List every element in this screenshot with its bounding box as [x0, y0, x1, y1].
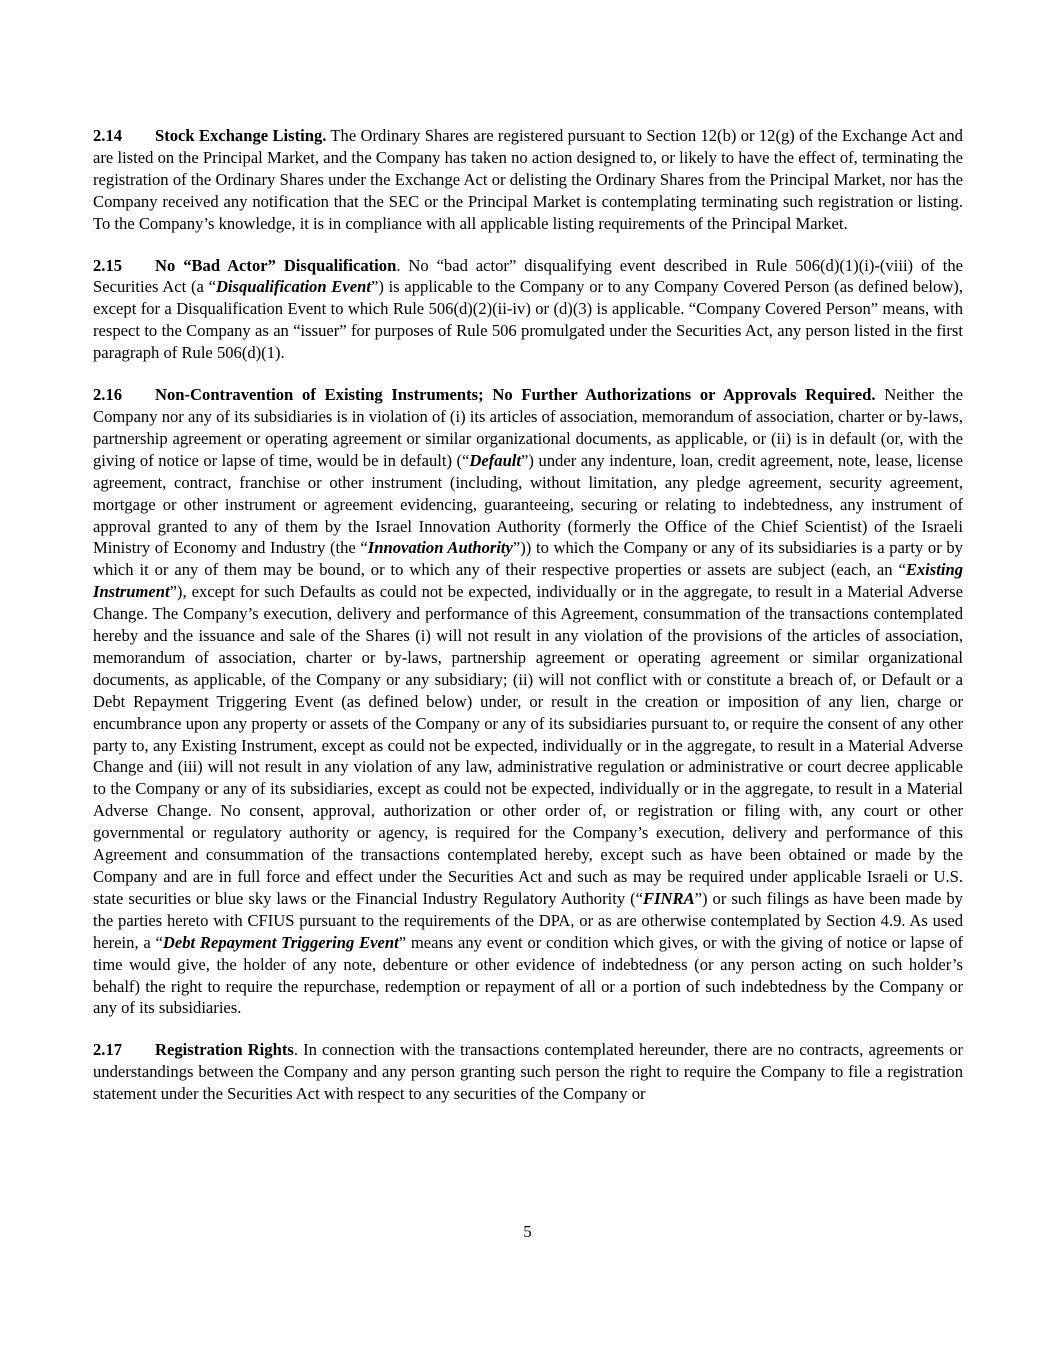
section-heading: Registration Rights: [155, 1040, 294, 1060]
section-text: . No “bad actor” disqualifying event described in Rule 506(d)(1)(i)-(viii) of the Securities Act (a “: [93, 255, 963, 297]
defined-term: Default: [469, 450, 522, 470]
page-number: 5: [523, 1222, 532, 1241]
defined-term: Innovation Authority: [367, 538, 513, 558]
section-text: ”)) to which the Company or any of its subsidiaries is a party or by which it or any of them may be bound, or to which any of their respective properties or assets are subject (each, an “: [93, 538, 963, 580]
section-number: 2.17: [93, 1040, 123, 1060]
section-number: 2.15: [93, 255, 123, 275]
section-heading: Non-Contravention of Existing Instruments; No Further Authorizations or Approvals Required.: [155, 385, 876, 405]
section-number: 2.14: [93, 126, 123, 145]
section-2-14: [93, 125, 963, 235]
document-page: [93, 125, 963, 1125]
section-number: 2.16: [93, 385, 123, 405]
section-heading: Stock Exchange Listing.: [155, 126, 327, 145]
defined-term: Disqualification Event: [215, 277, 371, 297]
section-text: ”) under any indenture, loan, credit agreement, note, lease, license agreement, contract, franchise or other instrument (including, without limitation, any pledge agreement, security agreement, mortgage or other instrument or agreement evidencing, guaranteeing, securing or relating to indebtedness, any instrument of approval granted to any of them by the Israel Innovation Authority (formerly the Office of the Chief Scientist) of the Israeli Ministry of Economy and Industry (the “: [93, 450, 963, 558]
defined-term: FINRA: [643, 888, 695, 908]
defined-term: Existing Instrument: [93, 560, 963, 602]
section-text: ”) is applicable to the Company or to any Company Covered Person (as defined below), except for a Disqualification Event to which Rule 506(d)(2)(ii-iv) or (d)(3) is applicable. “Company Covered Person” means, with respect to the Company as an “issuer” for purposes of Rule 506 promulgated under the Securities Act, any person listed in the first paragraph of Rule 506(d)(1).: [93, 277, 963, 363]
defined-term: Debt Repayment Triggering Event: [162, 932, 399, 952]
section-text: ” means any event or condition which gives, or with the giving of notice or lapse of time would give, the holder of any note, debenture or other evidence of indebtedness (or any person acting on such holder’s behalf) the right to require the repurchase, redemption or repayment of all or a portion of such indebtedness by the Company or any of its subsidiaries.: [93, 932, 963, 1018]
section-text: . In connection with the transactions contemplated hereunder, there are no contracts, agreements or understandings between the Company and any person granting such person the right to require the Company to file a registration statement under the Securities Act with respect to any securities of the Company or: [93, 1040, 963, 1104]
section-2-15: [93, 255, 963, 365]
section-text: ”), except for such Defaults as could not be expected, individually or in the aggregate, to result in a Material Adverse Change. The Company’s execution, delivery and performance of this Agreement, consummation of the transactions contemplated hereby and the issuance and sale of the Shares (i) will not result in any violation of the provisions of the articles of association, memorandum of association, charter or by-laws, partnership agreement or operating agreement or similar organizational documents, as applicable, of the Company or any subsidiary; (ii) will not conflict with or constitute a breach of, or Default or a Debt Repayment Triggering Event (as defined below) under, or result in the creation or imposition of any lien, charge or encumbrance upon any property or assets of the Company or any of its subsidiaries pursuant to, or require the consent of any other party to, any Existing Instrument, except as could not be expected, individually or in the aggregate, to result in a Material Adverse Change and (iii) will not result in any violation of any law, administrative regulation or administrative or court decree applicable to the Company or any of its subsidiaries, except as could not be expected, individually or in the aggregate, to result in a Material Adverse Change. No consent, approval, authorization or other order of, or registration or filing with, any court or other governmental or regulatory authority or agency, is required for the Company’s execution, delivery and performance of this Agreement and consummation of the transactions contemplated hereby, except such as have been obtained or made by the Company and are in full force and effect under the Securities Act and such as may be required under applicable Israeli or U.S. state securities or blue sky laws or the Financial Industry Regulatory Authority (“: [93, 582, 963, 908]
section-heading: No “Bad Actor” Disqualification: [155, 255, 397, 275]
section-2-16: [93, 384, 963, 1019]
section-2-17: [93, 1039, 963, 1105]
section-text: Neither the Company nor any of its subsidiaries is in violation of (i) its articles of association, memorandum of association, charter or by-laws, partnership agreement or operating agreement or similar organizational documents, as applicable, or (ii) is in default (or, with the giving of notice or lapse of time, would be in default) (“: [93, 385, 963, 470]
section-text: ”) or such filings as have been made by the parties hereto with CFIUS pursuant to the requirements of the DPA, or as are otherwise contemplated by Section 4.9. As used herein, a “: [93, 888, 963, 952]
section-text: The Ordinary Shares are registered pursuant to Section 12(b) or 12(g) of the Exchange Act and are listed on the Principal Market, and the Company has taken no action designed to, or likely to have the effect of, terminating the registration of the Ordinary Shares under the Exchange Act or delisting the Ordinary Shares from the Principal Market, nor has the Company received any notification that the SEC or the Principal Market is contemplating terminating such registration or listing. To the Company’s knowledge, it is in compliance with all applicable listing requirements of the Principal Market.: [93, 126, 963, 233]
